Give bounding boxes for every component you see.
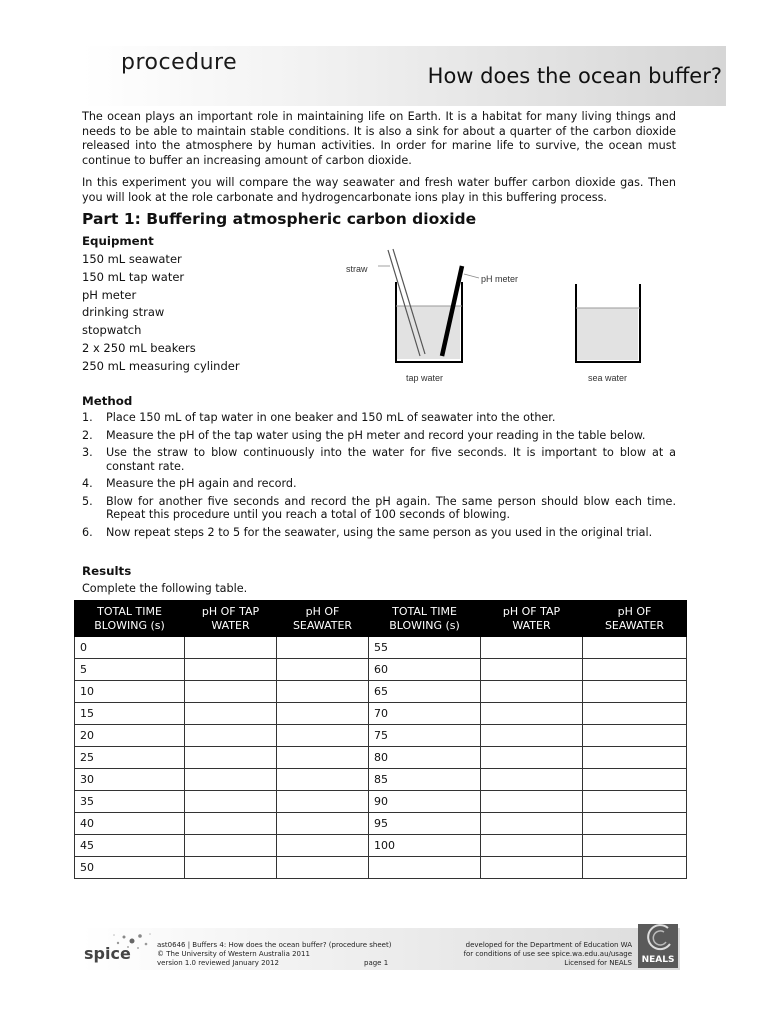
table-row [75, 857, 687, 879]
time-cell: 50 [75, 857, 185, 879]
time-cell: 20 [75, 725, 185, 747]
table-row [75, 791, 687, 813]
sea-ph-input-cell[interactable] [277, 857, 369, 879]
sea-ph-input-cell[interactable] [583, 637, 687, 659]
results-body [75, 637, 687, 879]
tap-ph-input-cell[interactable] [481, 725, 583, 747]
footer-info: ast0646 | Buffers 4: How does the ocean buffer? (procedure sheet) © The University of Western Australia 2011 version 1.0 reviewed January 2012 [157, 941, 392, 967]
time-cell: 35 [75, 791, 185, 813]
beaker-diagram [338, 244, 678, 388]
time-cell: 70 [369, 703, 481, 725]
tap-ph-input-cell[interactable] [481, 813, 583, 835]
equipment-item: 250 mL measuring cylinder [82, 358, 240, 373]
sea-ph-input-cell[interactable] [277, 835, 369, 857]
sea-ph-input-cell[interactable] [277, 725, 369, 747]
time-cell: 45 [75, 835, 185, 857]
sea-ph-input-cell[interactable] [277, 681, 369, 703]
time-cell: 10 [75, 681, 185, 703]
tap-ph-input-cell[interactable] [481, 857, 583, 879]
intro-paragraph-1: The ocean plays an important role in maintaining life on Earth. It is a habitat for many living things and needs to be able to maintain stable conditions. It is also a sink for about a quarter of the carbon dioxide released into the atmosphere by human activities. In order for marine life to survive, the ocean must continue to buffer an increasing amount of carbon dioxide. [82, 110, 676, 167]
tap-ph-input-cell[interactable] [481, 747, 583, 769]
method-heading: Method [82, 394, 133, 408]
sea-ph-input-cell[interactable] [583, 681, 687, 703]
time-cell: 65 [369, 681, 481, 703]
sea-ph-input-cell[interactable] [277, 791, 369, 813]
procedure-label: procedure [121, 50, 238, 75]
tap-ph-input-cell[interactable] [185, 681, 277, 703]
sea-ph-input-cell[interactable] [277, 813, 369, 835]
neals-logo: NEALS [638, 924, 678, 968]
equipment-item: 2 x 250 mL beakers [82, 340, 196, 355]
table-row [75, 637, 687, 659]
table-row [75, 659, 687, 681]
time-cell: 55 [369, 637, 481, 659]
table-row [75, 725, 687, 747]
tap-ph-input-cell[interactable] [481, 637, 583, 659]
tap-ph-input-cell[interactable] [481, 835, 583, 857]
sea-ph-input-cell[interactable] [583, 769, 687, 791]
results-heading: Results [82, 564, 132, 578]
sea-ph-input-cell[interactable] [277, 659, 369, 681]
sea-water-fill [576, 308, 638, 360]
sea-ph-input-cell[interactable] [583, 813, 687, 835]
tap-ph-input-cell[interactable] [481, 703, 583, 725]
time-cell: 5 [75, 659, 185, 681]
intro-paragraph-2: In this experiment you will compare the way seawater and fresh water buffer carbon dioxide gas. Then you will look at the role carbonate and hydrogencarbonate ions play in this buffering process. [82, 176, 676, 204]
header-tap-right: pH OF TAP WATER [481, 601, 583, 637]
table-row [75, 769, 687, 791]
sea-ph-input-cell[interactable] [277, 769, 369, 791]
method-step: 5. Blow for another five seconds and record the pH again. The same person should blow each time. Repeat this procedure until you reach a total of 100 seconds of blowing. [82, 494, 676, 521]
page-number: page 1 [364, 959, 389, 967]
tap-ph-input-cell[interactable] [481, 791, 583, 813]
tap-ph-input-cell[interactable] [185, 857, 277, 879]
equipment-item: pH meter [82, 287, 137, 302]
tap-ph-input-cell[interactable] [481, 681, 583, 703]
straw-label: straw [346, 264, 368, 274]
time-cell: 95 [369, 813, 481, 835]
equipment-item: drinking straw [82, 305, 165, 320]
tap-ph-input-cell[interactable] [185, 637, 277, 659]
method-step: 6. Now repeat steps 2 to 5 for the seawater, using the same person as you used in the original trial. [82, 525, 653, 539]
sea-ph-input-cell[interactable] [583, 725, 687, 747]
part1-heading: Part 1: Buffering atmospheric carbon dioxide [82, 210, 477, 228]
sea-ph-input-cell[interactable] [277, 747, 369, 769]
equipment-heading: Equipment [82, 234, 154, 248]
tap-ph-input-cell[interactable] [185, 725, 277, 747]
time-cell: 40 [75, 813, 185, 835]
time-cell [369, 857, 481, 879]
time-cell: 90 [369, 791, 481, 813]
time-cell: 30 [75, 769, 185, 791]
table-row [75, 703, 687, 725]
sea-ph-input-cell[interactable] [583, 791, 687, 813]
equipment-item: stopwatch [82, 323, 142, 338]
tap-ph-input-cell[interactable] [481, 659, 583, 681]
table-row [75, 747, 687, 769]
time-cell: 80 [369, 747, 481, 769]
time-cell: 60 [369, 659, 481, 681]
table-row [75, 813, 687, 835]
header-sea-left: pH OF SEAWATER [277, 601, 369, 637]
header-sea-right: pH OF SEAWATER [583, 601, 687, 637]
ph-meter-label: pH meter [481, 274, 519, 284]
tap-ph-input-cell[interactable] [185, 659, 277, 681]
sea-ph-input-cell[interactable] [583, 857, 687, 879]
sea-ph-input-cell[interactable] [277, 637, 369, 659]
sea-ph-input-cell[interactable] [277, 703, 369, 725]
tap-ph-input-cell[interactable] [185, 769, 277, 791]
footer-license: developed for the Department of Education WA for conditions of use see spice.wa.edu.au/usage Licensed for NEALS [463, 941, 632, 967]
tap-ph-input-cell[interactable] [185, 813, 277, 835]
time-cell: 15 [75, 703, 185, 725]
tap-water-label: tap water [406, 373, 444, 383]
tap-ph-input-cell[interactable] [185, 791, 277, 813]
time-cell: 0 [75, 637, 185, 659]
method-step: 1. Place 150 mL of tap water in one beaker and 150 mL of seawater into the other. [82, 411, 556, 424]
table-row [75, 681, 687, 703]
tap-ph-input-cell[interactable] [481, 769, 583, 791]
tap-ph-input-cell[interactable] [185, 835, 277, 857]
table-row [75, 835, 687, 857]
tap-ph-input-cell[interactable] [185, 703, 277, 725]
header-time-left: TOTAL TIME BLOWING (s) [75, 601, 185, 637]
method-step: 4. Measure the pH again and record. [82, 477, 297, 490]
header-tap-left: pH OF TAP WATER [185, 601, 277, 637]
tap-ph-input-cell[interactable] [185, 747, 277, 769]
time-cell: 85 [369, 769, 481, 791]
equipment-item: 150 mL tap water [82, 269, 185, 284]
page-title: How does the ocean buffer? [427, 64, 722, 88]
time-cell: 25 [75, 747, 185, 769]
sea-water-label: sea water [588, 373, 628, 383]
sea-ph-input-cell[interactable] [583, 703, 687, 725]
time-cell: 75 [369, 725, 481, 747]
header-time-right: TOTAL TIME BLOWING (s) [369, 601, 481, 637]
neals-swirl-icon [638, 924, 678, 954]
equipment-list [82, 251, 240, 376]
results-instruction: Complete the following table. [82, 582, 248, 595]
table-header-row [75, 601, 687, 637]
spice-logo: spice [84, 944, 131, 963]
sea-ph-input-cell[interactable] [583, 747, 687, 769]
method-step: 3. Use the straw to blow continuously into the water for five seconds. It is important to blow at a constant rate. [82, 446, 676, 473]
equipment-item: 150 mL seawater [82, 252, 182, 266]
method-step: 2. Measure the pH of the tap water using the pH meter and record your reading in the table below. [82, 428, 646, 442]
method-list [82, 411, 676, 543]
time-cell: 100 [369, 835, 481, 857]
sea-ph-input-cell[interactable] [583, 835, 687, 857]
results-table [74, 600, 687, 879]
sea-ph-input-cell[interactable] [583, 659, 687, 681]
